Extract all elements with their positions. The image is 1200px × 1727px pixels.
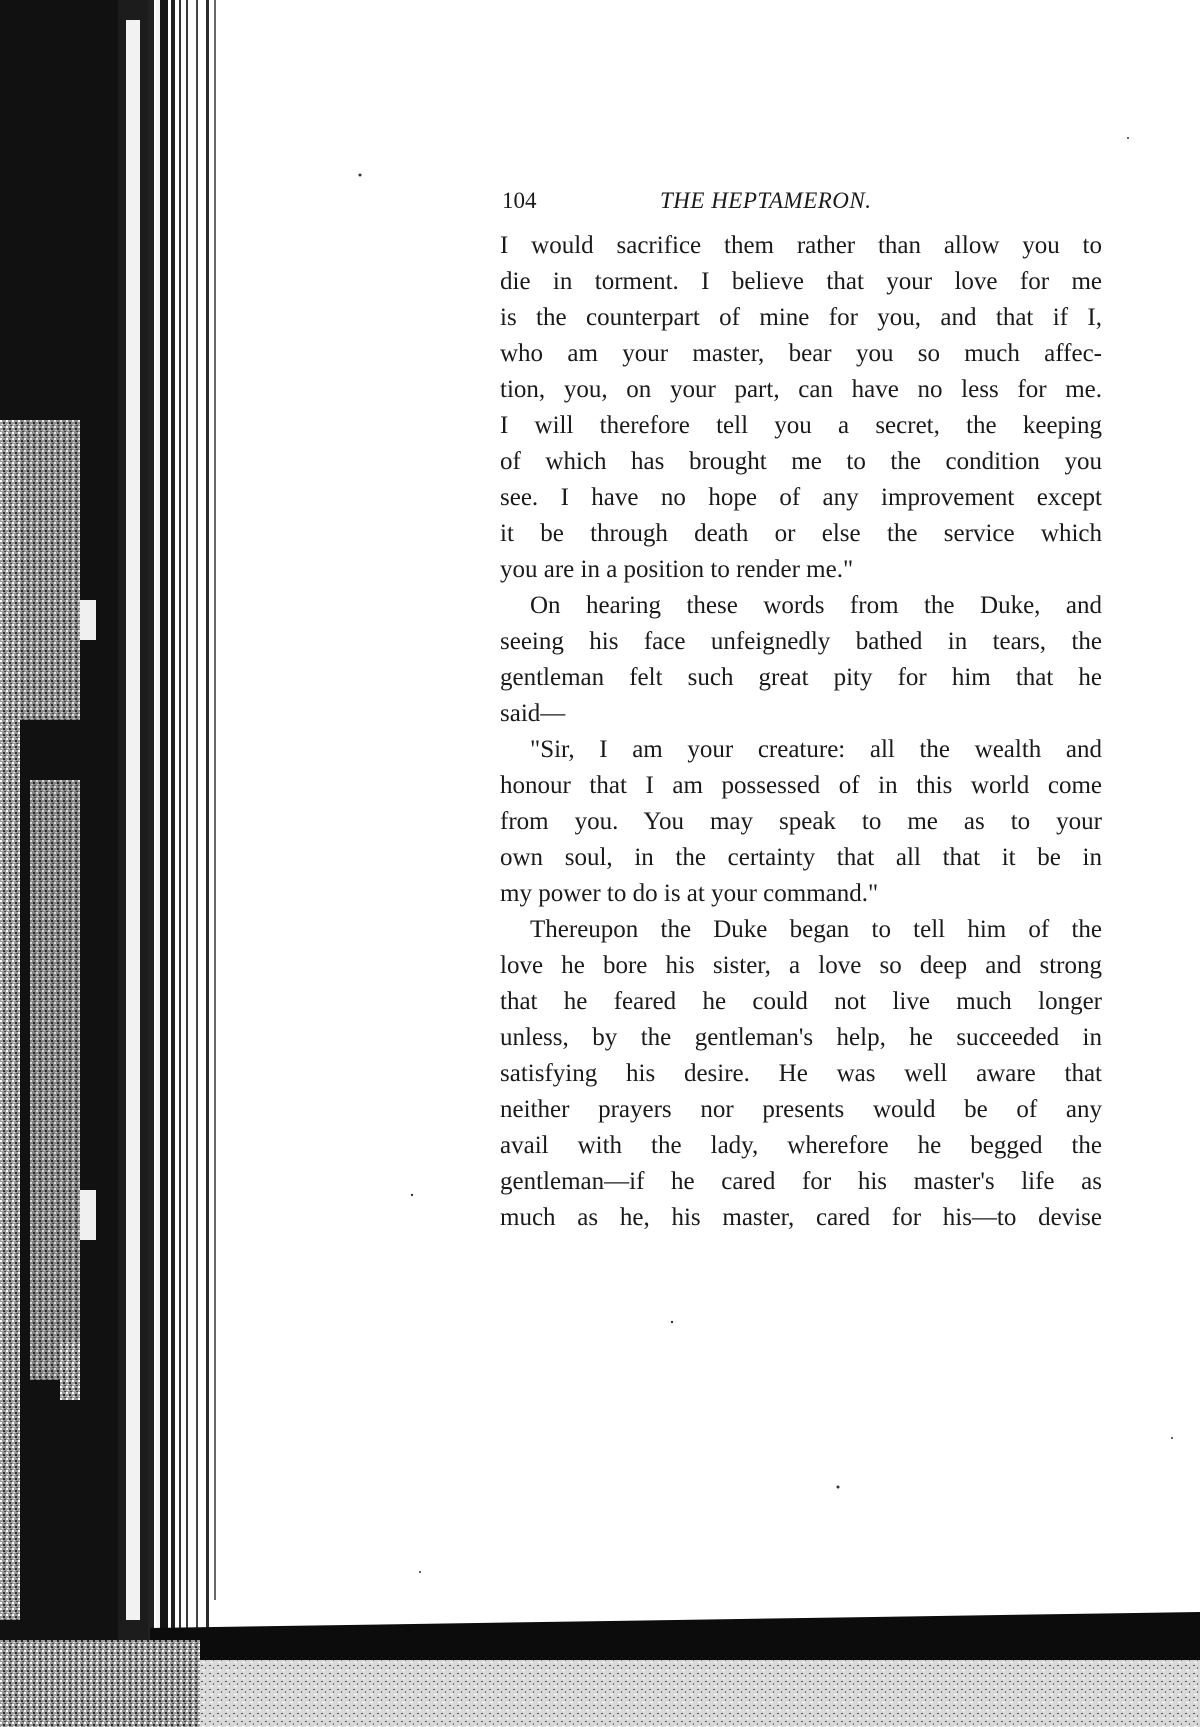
text-line: my power to do is at your command." (500, 880, 879, 907)
text-line: you are in a position to render me." (500, 556, 854, 583)
text-line: own soul, in the certainty that all that it be in (500, 844, 1102, 871)
text-line: it be through death or else the service which (500, 520, 1102, 547)
text-line: honour that I am possessed of in this world come (500, 772, 1102, 799)
text-line: On hearing these words from the Duke, and (530, 592, 1102, 619)
text-line: is the counterpart of mine for you, and that if I, (500, 304, 1102, 331)
text-line: neither prayers nor presents would be of any (500, 1096, 1102, 1123)
text-line: of which has brought me to the condition you (500, 448, 1102, 475)
text-line: said— (500, 700, 566, 727)
book-page (500, 188, 1102, 1236)
text-line: "Sir, I am your creature: all the wealth and (530, 736, 1102, 763)
text-line: from you. You may speak to me as to your (500, 808, 1102, 835)
text-line: much as he, his master, cared for his—to devise (500, 1204, 1102, 1231)
paragraph-2 (500, 588, 1102, 732)
paragraph-3 (500, 732, 1102, 912)
text-line: seeing his face unfeignedly bathed in tears, the (500, 628, 1102, 655)
text-line: die in torment. I believe that your love for me (500, 268, 1102, 295)
text-line: I would sacrifice them rather than allow you to (500, 232, 1102, 259)
text-line: avail with the lady, wherefore he begged the (500, 1132, 1102, 1159)
text-line: love he bore his sister, a love so deep and strong (500, 952, 1102, 979)
text-line: who am your master, bear you so much affec- (500, 340, 1102, 367)
text-line: tion, you, on your part, can have no less for me. (500, 376, 1102, 403)
text-line: Thereupon the Duke began to tell him of the (530, 916, 1102, 943)
page-number: 104 (502, 188, 537, 213)
running-head (500, 188, 1102, 228)
paragraph-1 (500, 228, 1102, 588)
text-line: I will therefore tell you a secret, the keeping (500, 412, 1102, 439)
text-line: unless, by the gentleman's help, he succeeded in (500, 1024, 1102, 1051)
text-line: see. I have no hope of any improvement except (500, 484, 1102, 511)
bottom-edge (0, 1612, 1200, 1727)
running-title: THE HEPTAMERON. (660, 188, 872, 213)
paragraph-4 (500, 912, 1102, 1236)
text-line: that he feared he could not live much longer (500, 988, 1102, 1015)
gutter-shadow (0, 0, 216, 1727)
text-line: gentleman felt such great pity for him that he (500, 664, 1102, 691)
text-line: gentleman—if he cared for his master's life as (500, 1168, 1102, 1195)
text-line: satisfying his desire. He was well aware that (500, 1060, 1102, 1087)
